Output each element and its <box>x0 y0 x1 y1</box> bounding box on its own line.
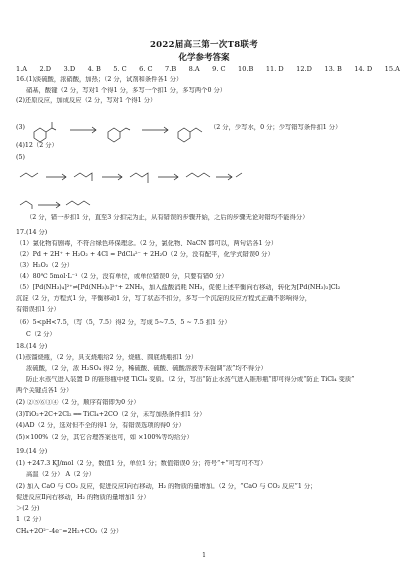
answer-13: 13. B <box>324 65 342 73</box>
q19-part2: (2) 加入 CaO 与 CO₂ 反应，促进反应Ⅰ向右移动，H₂ 的物质的量增加。（2 分，“CaO 与 CO₂ 反应”1 分； <box>16 483 317 490</box>
q18-part1: (1)蒸馏烧瓶，（2 分，具支烧瓶给2 分，烧瓶、圆底烧瓶扣1 分） <box>16 354 198 361</box>
q16-part4: (4)12（2 分） <box>16 142 58 149</box>
q18-part5: (5)×100%（2 分，其它合理答案也可，如 ×100%等均给分） <box>16 434 193 441</box>
page-number: 1 <box>202 552 206 559</box>
q17-part4: （4）80℃ 5mol·L⁻¹（2 分，没有单位，或单位错误0 分，只要有错0 分） <box>16 273 228 280</box>
answer-5: 5. C <box>113 65 127 73</box>
q18-part4: (4)AD（2 分，选对但不全的得1 分，有错误选项的得0 分） <box>16 422 185 429</box>
answer-15: 15.A <box>384 65 400 73</box>
q17-part5: （5）[Pd(NH₃)₄]²⁺⇌[Pd(NH₃)₂]²⁺+ 2NH₃，加入盐酸消耗 NH₃，促使上述平衡向右移动，转化为[Pd(NH₃)₂]Cl₂ <box>16 284 341 291</box>
q16-part1-b: 硝基，酸键（2 分，写对1 个得1 分，多写一个扣1 分，多写两个0 分） <box>26 87 227 94</box>
q16-part2: (2)还原反应，加成反应（2 分，写对1 个得1 分） <box>16 97 157 104</box>
answer-3: 3.D <box>63 65 76 73</box>
q16-part3-scheme-diagram <box>30 108 205 146</box>
answer-10: 10.B <box>238 65 254 73</box>
q18-part3: (3)TiO₂+2C+2Cl₂ ══ TiCl₄+2CO（2 分，未写加热条件扣1 分） <box>16 411 206 418</box>
answer-8: 8.A <box>188 65 200 73</box>
answer-1: 1.A <box>16 65 28 73</box>
answer-12: 12.D <box>296 65 312 73</box>
q16-part5-route-diagram-2 <box>16 195 106 215</box>
q19-part4: 1（2 分） <box>16 516 45 523</box>
answer-2: 2.D <box>39 65 52 73</box>
q19-part1: (1) +247.3 KJ/mol（2 分，数值1 分，单位1 分；数值错误0 分；符号“+”可写可不写） <box>16 460 267 467</box>
q16-part3-label: (3) <box>16 124 25 131</box>
q17-part1: （1）氯化物有剧毒，不符合绿色环保理念。（2 分，氯化物、NaCN 都可以，两句话各1 分） <box>16 240 278 247</box>
answer-11: 11. D <box>265 65 284 73</box>
q18-part1-b: 浓硫酸，（2 分，浓 H₂SO₄ 得2 分，稀硫酸、硫酸、硫酸溶液等未强调“浓”均不得分） <box>26 365 267 372</box>
document-title: 2022届高三第一次T8联考 <box>149 40 259 50</box>
q16-part5-note: （2 分，错一步扣1 分，直至3 分扣完为止，从有错误的步骤开始，之后的步骤无论对错均不能得分） <box>26 214 309 221</box>
q17-heading: 17.(14 分) <box>16 229 48 236</box>
answer-7: 7.B <box>165 65 177 73</box>
document-subtitle: 化学参考答案 <box>178 53 230 63</box>
answer-4: 4. B <box>87 65 101 73</box>
answer-6: 6. C <box>139 65 153 73</box>
q19-part5: CH₄+2O²⁻-4e⁻=2H₂+CO₂（2 分） <box>16 528 123 535</box>
q17-part6-b: C（2 分） <box>26 331 56 338</box>
q19-part2-b: 促进反应Ⅱ向右移动，H₂ 的物质的量增加1 分） <box>16 494 150 501</box>
q17-part6: （6）5<pH<7.5，（写（5，7.5）得2 分，写成 5~7.5、5 ~ 7.5 扣1 分） <box>16 319 231 326</box>
answer-9: 9. C <box>212 65 226 73</box>
q17-part2: （2）Pd + 2H⁺ + H₂O₂ + 4Cl = PdCl₄²⁻ + 2H₂O（2 分，没有配平，化学式错误0 分） <box>16 251 274 258</box>
q17-part5-b: 沉淀（2 分，方程式1 分，平衡移动1 分，写了状态不扣分，多写一个沉淀的反应方程式正确不影响得分， <box>16 295 312 302</box>
q16-part1: 16.(1)淡硫酸，浓硝酸，加热；（2 分，试剂和条件各1 分） <box>16 76 183 83</box>
q18-part2: (2) ②⑤⑥③④（2 分，顺序有错即为0 分） <box>16 399 140 406</box>
q16-part3-note: （2 分，少写水，0 分；少写错写条件扣1 分） <box>210 124 342 131</box>
q19-part1-b: 高温（2 分） A（2 分） <box>26 471 95 478</box>
q16-part5-label: (5) <box>16 154 25 161</box>
q18-heading: 18.(14 分) <box>16 343 48 350</box>
answer-14: 14. D <box>354 65 373 73</box>
q19-part3: ＞(2 分) <box>16 505 40 512</box>
q18-part1-d: 两个关键点各1 分） <box>16 387 73 394</box>
q19-heading: 19.(14 分) <box>16 448 48 455</box>
q16-part5-route-diagram <box>16 163 246 193</box>
multiple-choice-answers <box>16 65 400 74</box>
q17-part5-c: 有错误扣1 分） <box>16 306 60 313</box>
q18-part1-c: 防止水蒸气进入装置 D 的锥形瓶中使 TiCl₄ 变质。（2 分，写出“防止水蒸气进入锥形瓶”即可得分或“防止 TiCl₄ 变质” <box>26 376 355 383</box>
q17-part3: （3）H₂O₂（2 分） <box>16 262 74 269</box>
